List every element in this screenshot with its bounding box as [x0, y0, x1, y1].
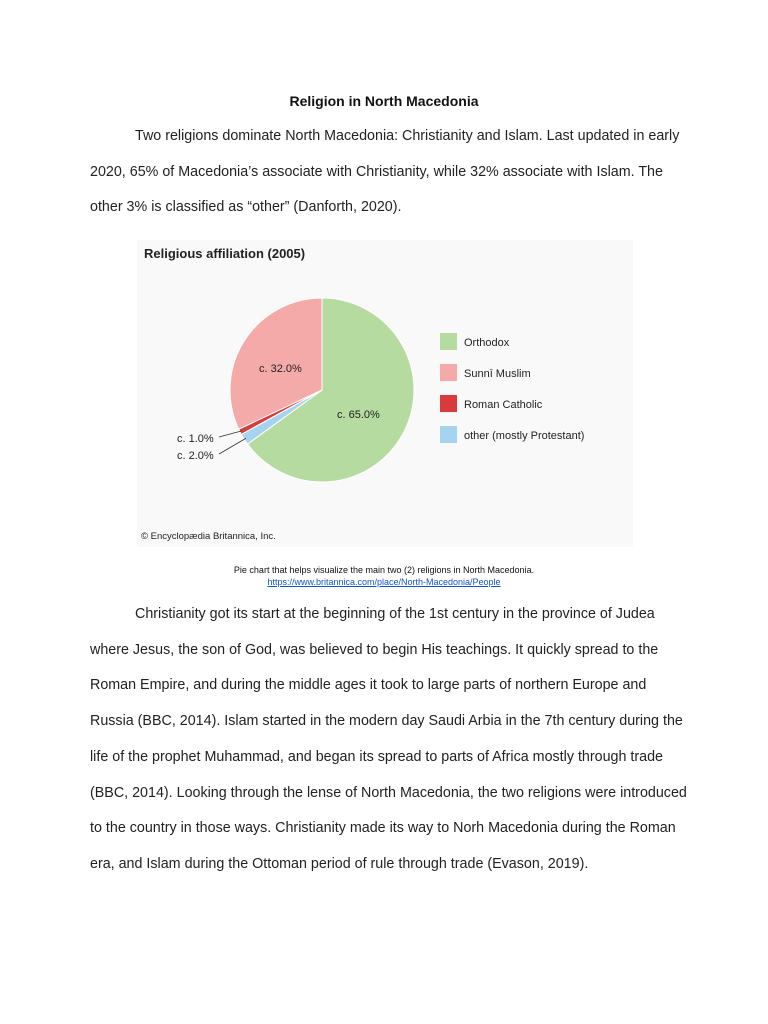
legend-swatch — [440, 333, 457, 350]
slice-label: c. 65.0% — [337, 409, 380, 421]
paragraph-intro-text: Two religions dominate North Macedonia: Christianity and Islam. Last updated in early 2020, 65% of Macedonia’s associate with Christianity, while 32% associate with Islam. The other 3% is classified as “other” (Danforth, 2020). — [90, 128, 680, 216]
paragraph-intro — [90, 119, 690, 226]
slice-leader-line — [219, 431, 242, 437]
chart-credit: © Encyclopædia Britannica, Inc. — [141, 531, 276, 542]
pie-chart-figure — [137, 240, 633, 547]
pie-chart — [137, 240, 633, 547]
figure-caption — [0, 564, 768, 588]
slice-label: c. 1.0% — [177, 433, 214, 445]
legend-label: Orthodox — [464, 337, 510, 349]
slice-leader-line — [219, 438, 246, 454]
legend-label: Roman Catholic — [464, 399, 543, 411]
legend-label: other (mostly Protestant) — [464, 430, 585, 442]
caption-link[interactable]: https://www.britannica.com/place/North-Macedonia/People — [267, 577, 501, 587]
slice-label: c. 32.0% — [259, 363, 302, 375]
legend-swatch — [440, 364, 457, 381]
paragraph-history-text: Christianity got its start at the beginning of the 1st century in the province of Judea where Jesus, the son of God, was believed to begin His teachings. It quickly spread to the Roman Empire, and during the middle ages it took to large parts of northern Europe and Russia (BBC, 2014). Islam started in the modern day Saudi Arbia in the 7th century during the life of the prophet Muhammad, and began its spread to parts of Africa mostly through trade (BBC, 2014). Looking through the lense of North Macedonia, the two religions were introduced to the country in those ways. Christianity made its way to Norh Macedonia during the Roman era, and Islam during the Ottoman period of rule through trade (Evason, 2019). — [90, 606, 687, 872]
caption-text: Pie chart that helps visualize the main two (2) religions in North Macedonia. — [233, 565, 535, 575]
document-title: Religion in North Macedonia — [289, 93, 479, 109]
slice-label: c. 2.0% — [177, 450, 214, 462]
chart-title: Religious affiliation (2005) — [144, 246, 306, 261]
legend-swatch — [440, 395, 457, 412]
paragraph-history — [90, 597, 690, 883]
legend-swatch — [440, 426, 457, 443]
legend-label: Sunnī Muslim — [464, 368, 531, 380]
